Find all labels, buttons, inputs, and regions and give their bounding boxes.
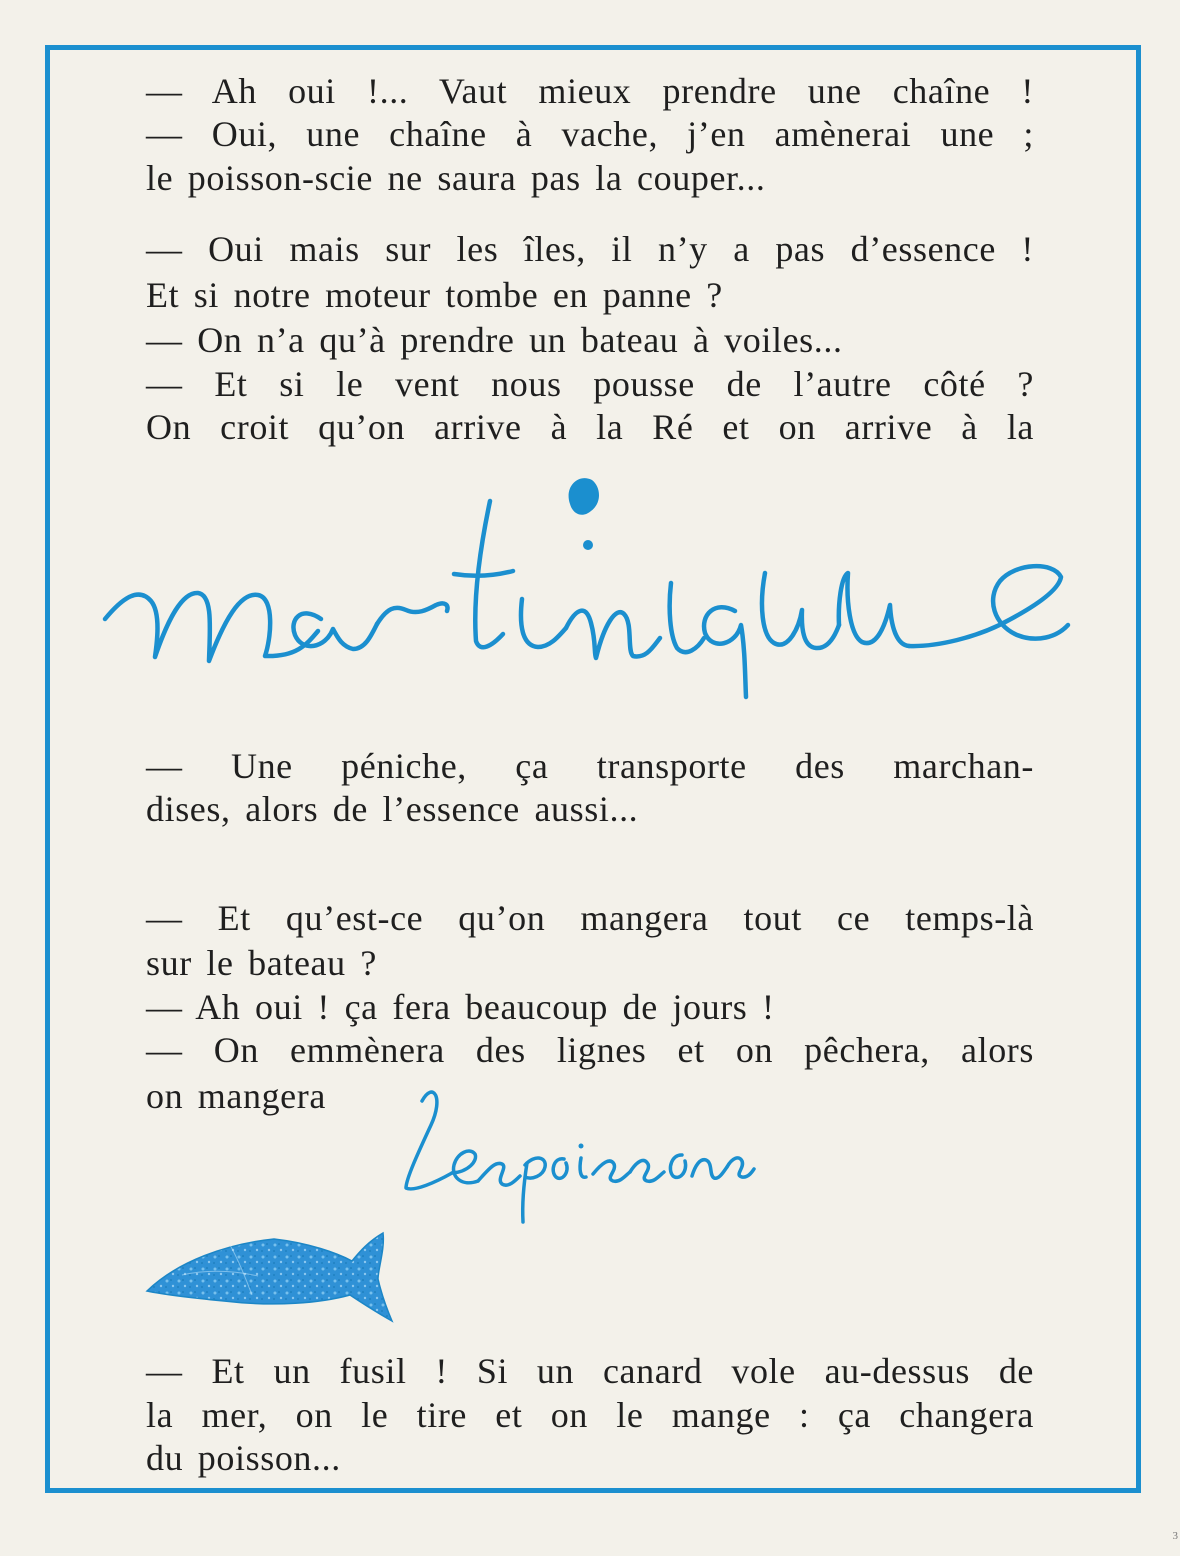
text-line-6: — On n’a qu’à prendre un bateau à voiles... (146, 320, 843, 360)
text-line-11: — Et qu’est-ce qu’on mangera tout ce temps-là (146, 898, 1034, 938)
text-line-15: on mangera (146, 1076, 326, 1116)
text-line-5: Et si notre moteur tombe en panne ? (146, 275, 723, 315)
text-line-10: dises, alors de l’essence aussi... (146, 789, 639, 829)
text-line-13: — Ah oui ! ça fera beaucoup de jours ! (146, 987, 775, 1027)
text-line-8: On croit qu’on arrive à la Ré et on arrive à la (146, 407, 1034, 447)
text-line-14: — On emmènera des lignes et on pêchera, alors (146, 1030, 1034, 1070)
text-line-16: — Et un fusil ! Si un canard vole au-dessus de (146, 1351, 1034, 1391)
text-line-18: du poisson... (146, 1438, 341, 1478)
text-line-7: — Et si le vent nous pousse de l’autre côté ? (146, 364, 1034, 404)
handwritten-les-poissons (370, 1077, 770, 1225)
text-line-2: — Oui, une chaîne à vache, j’en amènerai une ; (146, 114, 1034, 154)
handwritten-martinique (95, 465, 1085, 710)
text-line-4: — Oui mais sur les îles, il n’y a pas d’essence ! (146, 229, 1034, 269)
text-line-3: le poisson-scie ne saura pas la couper... (146, 158, 766, 198)
text-line-12: sur le bateau ? (146, 943, 377, 983)
text-line-17: la mer, on le tire et on le mange : ça changera (146, 1395, 1034, 1435)
text-line-9: — Une péniche, ça transporte des marchan- (146, 746, 1034, 786)
text-line-1: — Ah oui !... Vaut mieux prendre une chaîne ! (146, 71, 1034, 111)
page-number: 3 (1172, 1530, 1178, 1542)
fish-collage-image (140, 1206, 395, 1341)
